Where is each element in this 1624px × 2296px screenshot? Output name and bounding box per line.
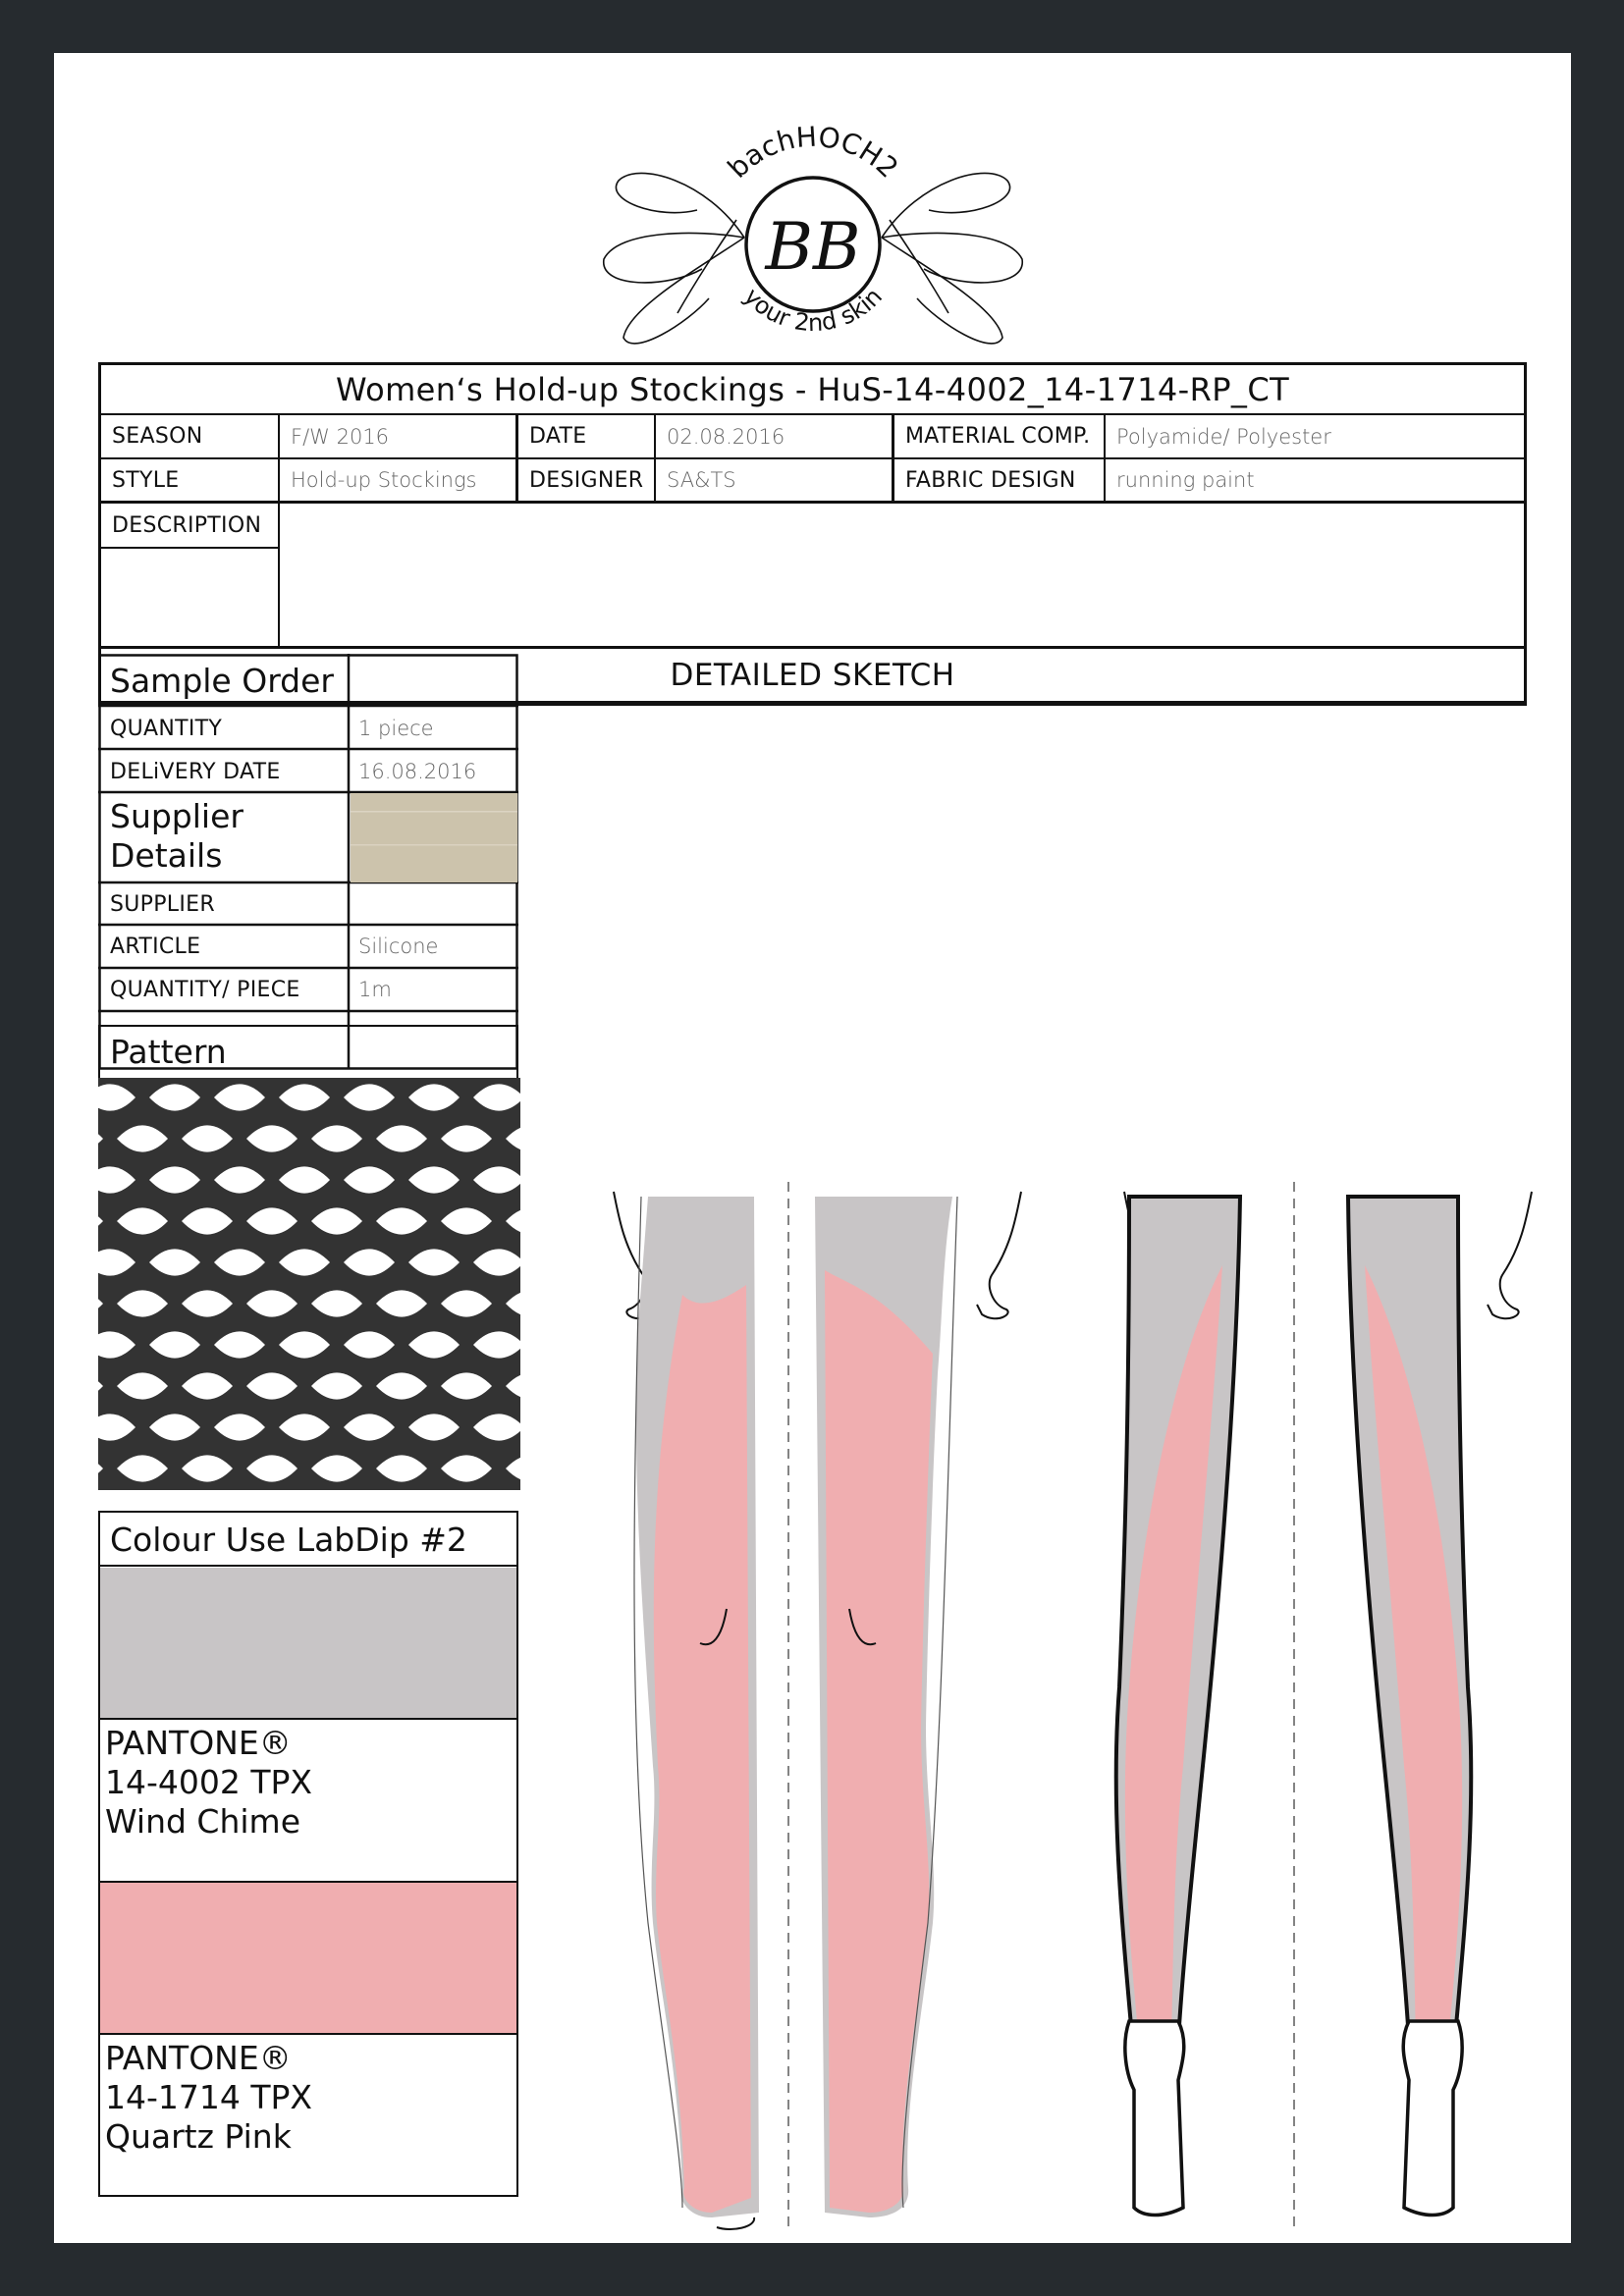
quantity-value: 1 piece bbox=[358, 717, 434, 740]
style-label: STYLE bbox=[112, 467, 180, 493]
colour-heading: Colour Use LabDip #2 bbox=[110, 1521, 467, 1559]
designer-value: SA&TS bbox=[667, 468, 736, 492]
quantity-piece-value: 1m bbox=[358, 978, 392, 1001]
delivery-date-value: 16.08.2016 bbox=[358, 760, 477, 783]
style-value: Hold-up Stockings bbox=[291, 468, 477, 492]
stocking-sketch bbox=[555, 1177, 1537, 2232]
designer-label: DESIGNER bbox=[529, 467, 644, 493]
swatch-quartz-pink bbox=[100, 1883, 516, 2035]
pantone-name-2: Quartz Pink bbox=[105, 2117, 292, 2156]
supplier-value bbox=[351, 883, 515, 925]
quantity-piece-label: QUANTITY/ PIECE bbox=[110, 977, 300, 1002]
logo-tagline-text: your 2nd skin bbox=[738, 282, 888, 338]
swatch-quartz-pink-label bbox=[105, 2039, 508, 2162]
spec-sheet bbox=[54, 53, 1571, 2243]
season-value: F/W 2016 bbox=[291, 424, 390, 449]
back-view-sketch bbox=[1116, 1182, 1532, 2227]
date-value: 02.08.2016 bbox=[667, 424, 785, 449]
mesh-pattern-swatch bbox=[98, 1078, 520, 1490]
delivery-date-label: DELiVERY DATE bbox=[110, 759, 281, 784]
fabric-design-label: FABRIC DESIGN bbox=[905, 467, 1076, 493]
supplier-label: SUPPLIER bbox=[110, 891, 215, 917]
date-label: DATE bbox=[529, 424, 587, 449]
description-label: DESCRIPTION bbox=[112, 512, 262, 538]
swatch-wind-chime bbox=[100, 1568, 516, 1720]
supplier-heading-line1: Supplier bbox=[110, 797, 244, 835]
quantity-label: QUANTITY bbox=[110, 716, 223, 741]
brand-logo bbox=[599, 112, 1027, 372]
material-value: Polyamide/ Polyester bbox=[1116, 424, 1331, 449]
supplier-heading-line2: Details bbox=[110, 836, 223, 875]
document-title: Women‘s Hold-up Stockings - HuS-14-4002_14-1714-RP_CT bbox=[335, 370, 1290, 408]
fabric-design-value: running paint bbox=[1116, 468, 1255, 492]
logo-monogram: BB bbox=[765, 209, 861, 285]
article-label: ARTICLE bbox=[110, 934, 201, 959]
front-view-sketch bbox=[614, 1182, 1021, 2229]
colour-heading-box bbox=[98, 1511, 518, 1565]
supplier-swatch bbox=[351, 793, 517, 882]
logo-brand-text: bachHOCH2 bbox=[721, 120, 905, 185]
title-bar bbox=[98, 362, 1527, 413]
article-value: Silicone bbox=[358, 934, 439, 958]
pantone-brand-2: PANTONE® bbox=[105, 2039, 292, 2077]
sketch-header-text: DETAILED SKETCH bbox=[670, 657, 955, 693]
pattern-heading: Pattern bbox=[110, 1033, 227, 1071]
pantone-name-1: Wind Chime bbox=[105, 1802, 300, 1841]
swatch-wind-chime-label bbox=[105, 1724, 508, 1846]
sample-order-heading: Sample Order bbox=[110, 662, 335, 700]
pattern-heading-box bbox=[98, 1025, 518, 1078]
description-value bbox=[280, 504, 1524, 547]
pantone-brand-1: PANTONE® bbox=[105, 1724, 292, 1762]
season-label: SEASON bbox=[112, 424, 203, 449]
pantone-code-2: 14-1714 TPX bbox=[105, 2078, 313, 2116]
pantone-code-1: 14-4002 TPX bbox=[105, 1763, 313, 1801]
material-label: MATERIAL COMP. bbox=[905, 424, 1091, 449]
